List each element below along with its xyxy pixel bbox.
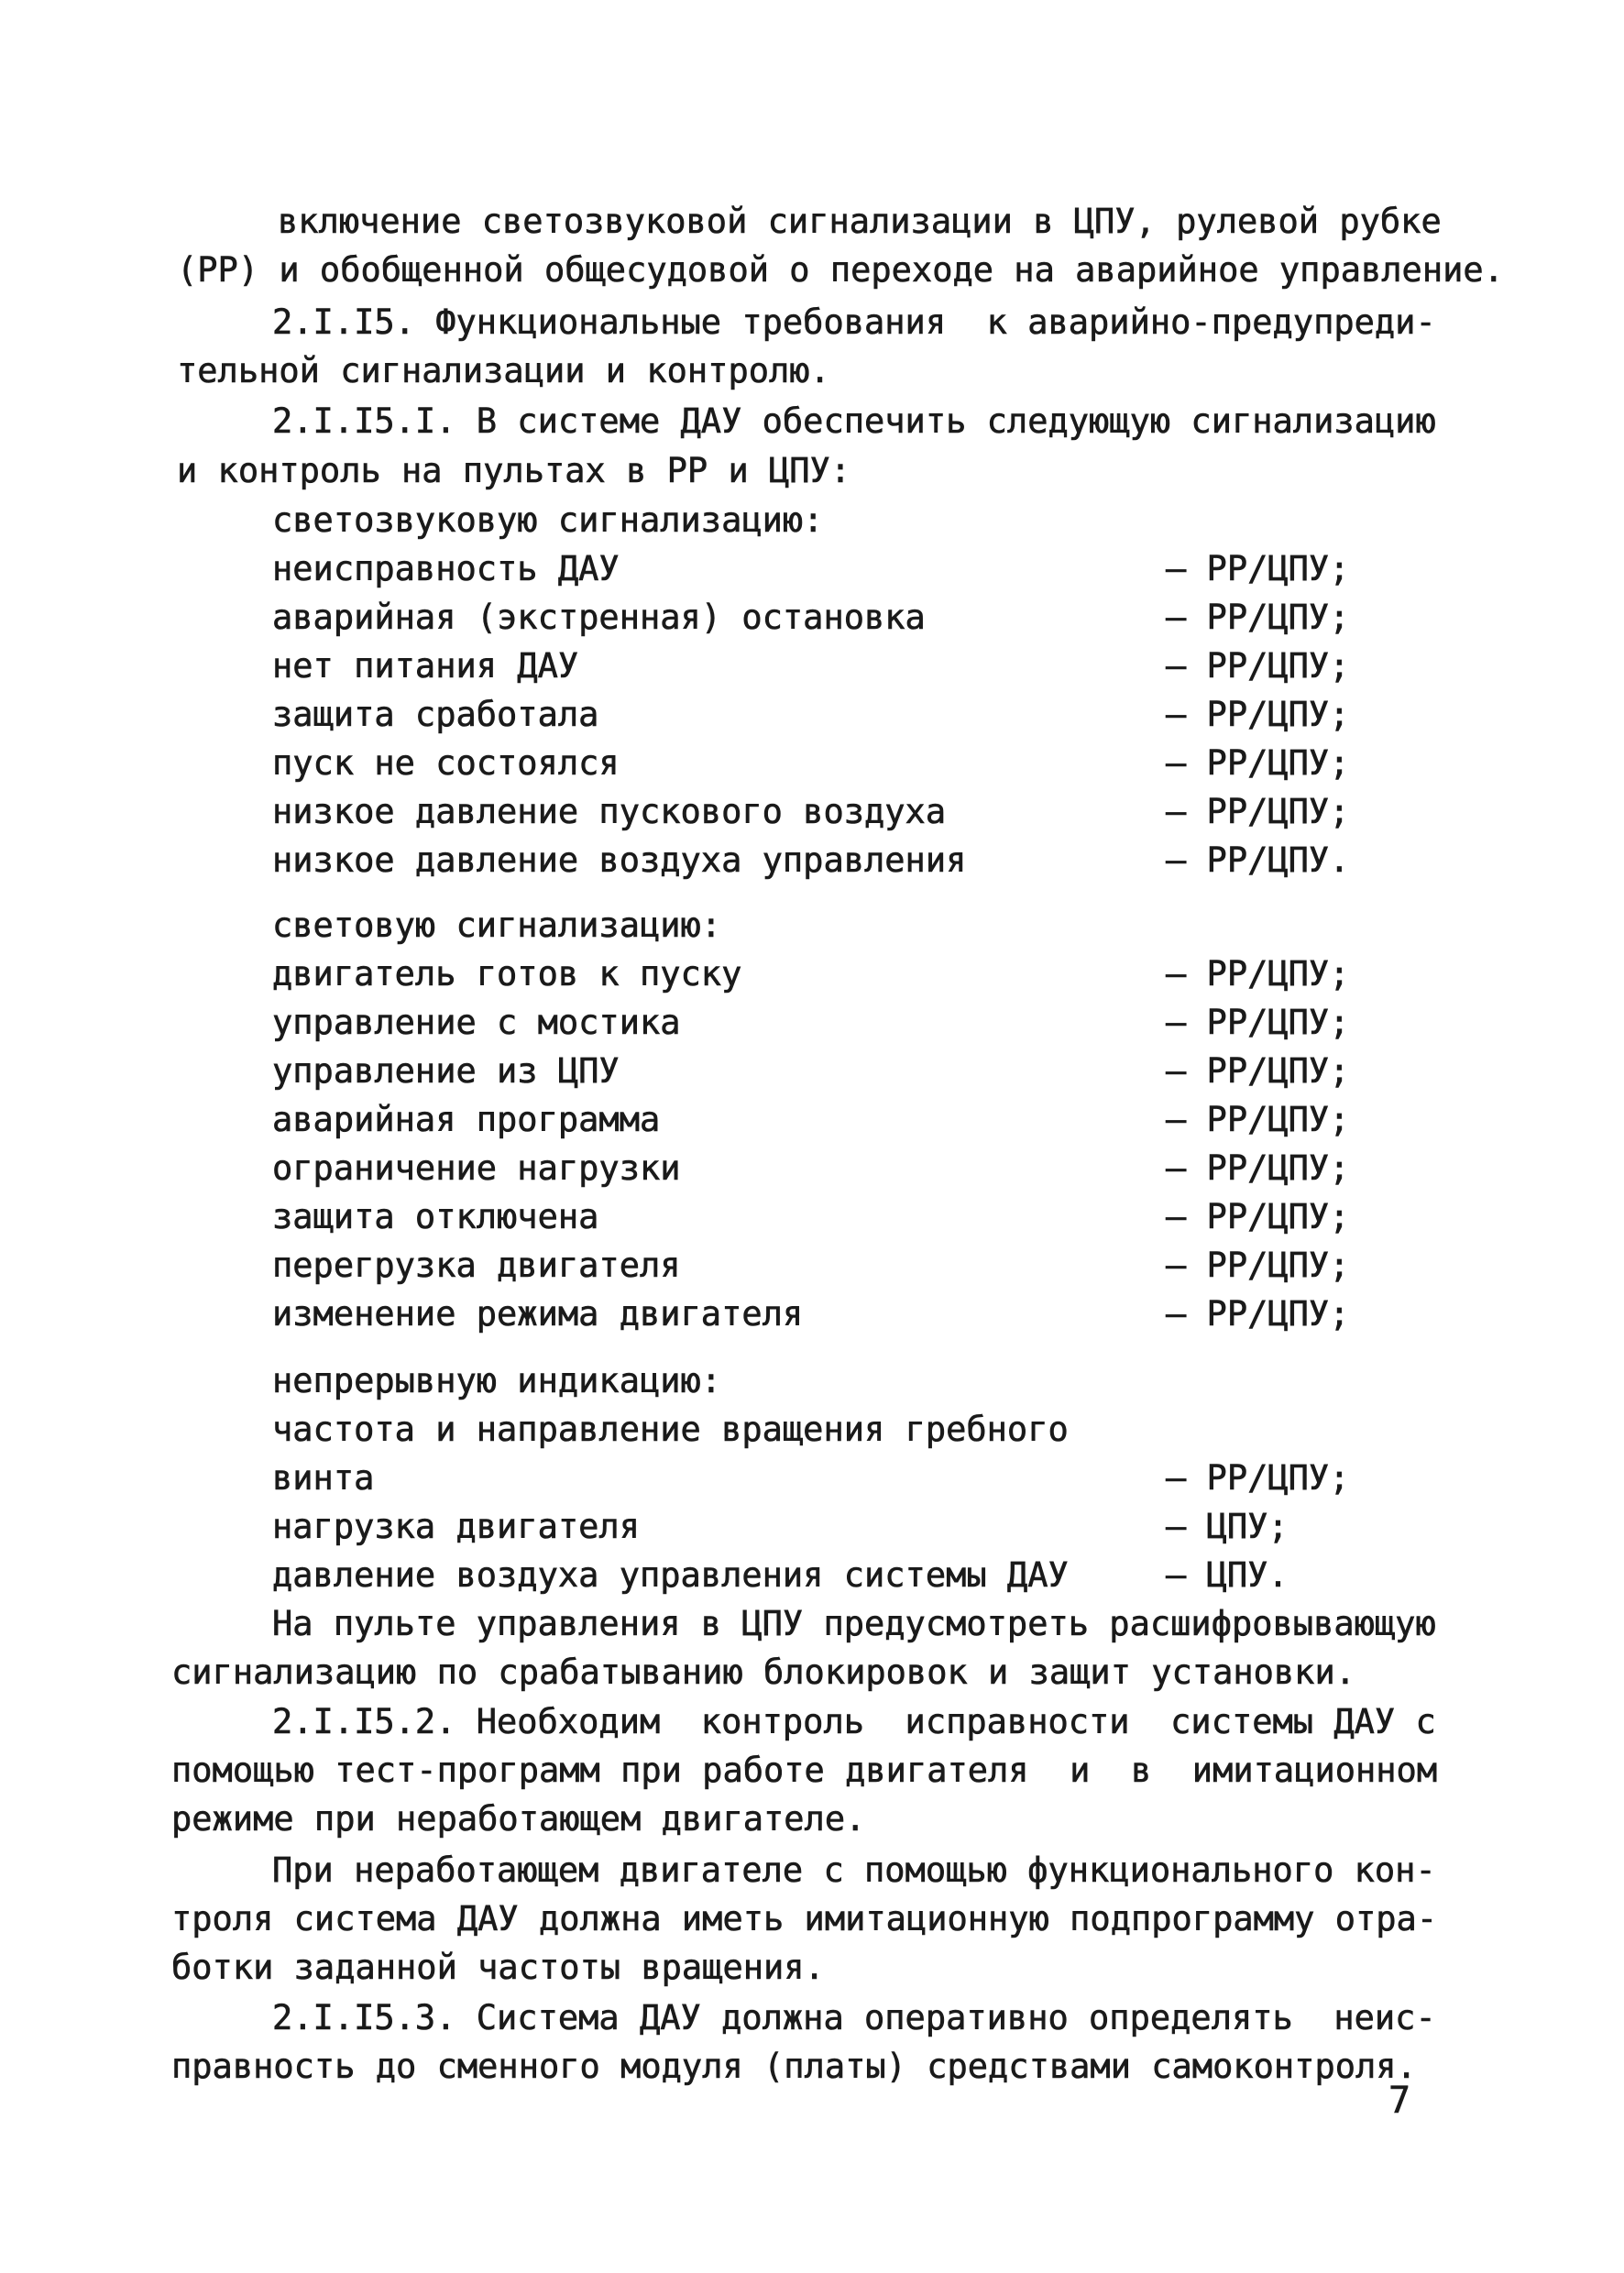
simulation-paragraph-line-3: ботки заданной частоты вращения. bbox=[171, 1948, 825, 1987]
signal-item-label: защита сработала bbox=[272, 695, 599, 734]
signal-item-location: – РР/ЦПУ; bbox=[1166, 1003, 1350, 1042]
indication-item-3-label: давление воздуха управления системы ДАУ bbox=[272, 1555, 1069, 1595]
section-2-1-15-2-line-2: помощью тест-программ при работе двигателя и в имитационном bbox=[171, 1751, 1438, 1790]
signal-item-label: пуск не состоялся bbox=[272, 743, 620, 783]
indication-item-1-line-1: частота и направление вращения гребного bbox=[272, 1410, 1069, 1449]
signal-item-label: нет питания ДАУ bbox=[272, 646, 579, 686]
section-2-1-15-3-line-2: правность до сменного модуля (платы) средствами самоконтроля. bbox=[171, 2047, 1417, 2086]
indication-item-2-location: – ЦПУ; bbox=[1166, 1507, 1289, 1546]
signal-item-label: перегрузка двигателя bbox=[272, 1246, 681, 1285]
decoding-paragraph-line-1: На пульте управления в ЦПУ предусмотреть расшифровывающую bbox=[272, 1604, 1436, 1643]
indication-item-2-label: нагрузка двигателя bbox=[272, 1507, 640, 1546]
section-2-1-15-2-line-1: 2.I.I5.2. Необходим контроль исправности системы ДАУ с bbox=[272, 1702, 1436, 1741]
group-light-heading: световую сигнализацию: bbox=[272, 906, 722, 945]
simulation-paragraph-line-1: При неработающем двигателе с помощью функционального кон- bbox=[272, 1850, 1436, 1890]
signal-item-label: неисправность ДАУ bbox=[272, 549, 620, 588]
signal-item-location: – РР/ЦПУ; bbox=[1166, 646, 1350, 686]
intro-line-1: включение светозвуковой сигнализации в ЦПУ, рулевой рубке bbox=[278, 202, 1442, 241]
signal-item-label: изменение режима двигателя bbox=[272, 1294, 804, 1334]
intro-line-2: (РР) и обобщенной общесудовой о переходе на аварийное управление. bbox=[177, 250, 1504, 290]
indication-item-3-location: – ЦПУ. bbox=[1166, 1555, 1289, 1595]
signal-item-label: защита отключена bbox=[272, 1197, 599, 1236]
section-2-1-15-1-line-2: и контроль на пультах в РР и ЦПУ: bbox=[177, 451, 851, 490]
simulation-paragraph-line-2: троля система ДАУ должна иметь имитационную подпрограмму отра- bbox=[171, 1899, 1438, 1938]
signal-item-label: аварийная (экстренная) остановка bbox=[272, 598, 926, 637]
signal-item-location: – РР/ЦПУ; bbox=[1166, 1148, 1350, 1188]
signal-item-location: – РР/ЦПУ; bbox=[1166, 549, 1350, 588]
group-indication-heading: непрерывную индикацию: bbox=[272, 1361, 722, 1400]
indication-item-1-location: – РР/ЦПУ; bbox=[1166, 1458, 1350, 1498]
section-2-1-15-3-line-1: 2.I.I5.3. Система ДАУ должна оперативно определять неис- bbox=[272, 1998, 1436, 2037]
signal-item-location: – РР/ЦПУ; bbox=[1166, 792, 1350, 831]
section-2-1-15-1-line-1: 2.I.I5.I. В системе ДАУ обеспечить следующую сигнализацию bbox=[272, 401, 1436, 441]
signal-item-label: аварийная программа bbox=[272, 1100, 661, 1139]
section-2-1-15-line-1: 2.I.I5. Функциональные требования к аварийно-предупреди- bbox=[272, 302, 1436, 342]
signal-item-label: ограничение нагрузки bbox=[272, 1148, 681, 1188]
signal-item-location: – РР/ЦПУ; bbox=[1166, 954, 1350, 994]
section-2-1-15-line-2: тельной сигнализации и контролю. bbox=[177, 351, 830, 390]
signal-item-location: – РР/ЦПУ; bbox=[1166, 1051, 1350, 1091]
signal-item-location: – РР/ЦПУ; bbox=[1166, 1100, 1350, 1139]
signal-item-location: – РР/ЦПУ. bbox=[1166, 840, 1350, 880]
signal-item-location: – РР/ЦПУ; bbox=[1166, 598, 1350, 637]
signal-item-label: низкое давление воздуха управления bbox=[272, 840, 967, 880]
signal-item-label: низкое давление пускового воздуха bbox=[272, 792, 947, 831]
indication-item-1-line-2: винта bbox=[272, 1458, 375, 1498]
group-light-sound-heading: светозвуковую сигнализацию: bbox=[272, 500, 824, 540]
signal-item-location: – РР/ЦПУ; bbox=[1166, 695, 1350, 734]
decoding-paragraph-line-2: сигнализацию по срабатыванию блокировок и защит установки. bbox=[171, 1653, 1356, 1692]
signal-item-label: двигатель готов к пуску bbox=[272, 954, 742, 994]
signal-item-label: управление с мостика bbox=[272, 1003, 681, 1042]
signal-item-location: – РР/ЦПУ; bbox=[1166, 1294, 1350, 1334]
section-2-1-15-2-line-3: режиме при неработающем двигателе. bbox=[171, 1799, 866, 1839]
signal-item-location: – РР/ЦПУ; bbox=[1166, 743, 1350, 783]
page-number: 7 bbox=[1388, 2080, 1411, 2122]
signal-item-location: – РР/ЦПУ; bbox=[1166, 1197, 1350, 1236]
signal-item-label: управление из ЦПУ bbox=[272, 1051, 620, 1091]
signal-item-location: – РР/ЦПУ; bbox=[1166, 1246, 1350, 1285]
